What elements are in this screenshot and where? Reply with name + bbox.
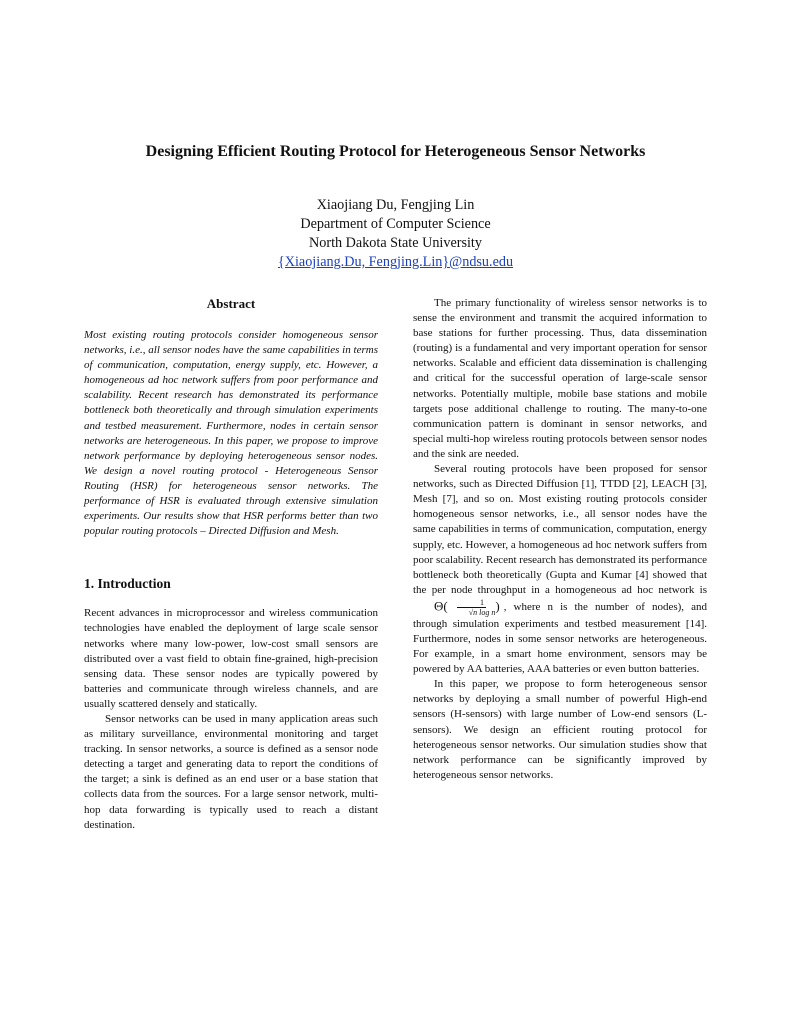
right-column xyxy=(413,296,707,783)
formula-fraction xyxy=(448,598,496,617)
left-column xyxy=(84,296,378,833)
introduction-heading: 1. Introduction xyxy=(84,576,171,592)
author-university: North Dakota State University xyxy=(309,235,482,251)
intro-paragraph-3: The primary functionality of wireless sensor networks is to sense the environment and transmit the acquired information to base stations for further processing. Thus, data dissemination (routing) is a fundamental and very important operation for sensor networks. Scalable and efficient data dissemination is challenging and critical for the successful operation of large-scale sensor networks. Potentially multiple, mobile base stations and mobile targets pose additional challenge to routing. The many-to-one communication pattern is dominant in sensor networks, and special multi-hop wireless routing protocols between sensor nodes and the sink are needed. xyxy=(413,297,707,460)
abstract-heading: Abstract xyxy=(206,296,256,311)
abstract-text: Most existing routing protocols consider homogeneous sensor networks, i.e., all sensor nodes have the same capabilities in terms of communication, computation, energy supply, etc. However, a homogeneous ad hoc network suffers from poor performance and scalability. Recent research has demonstrated its performance bottleneck both theoretically and through simulation experiments and testbed measurement. Furthermore, nodes in certain sensor networks are heterogeneous. In this paper, we propose to improve network performance by deploying heterogeneous sensor nodes. We design a novel routing protocol - Heterogeneous Sensor Routing (HSR) for heterogeneous sensor networks. The performance of HSR is evaluated through extensive simulation experiments. Our results show that HSR performs better than two popular routing protocols – Directed Diffusion and Mesh. xyxy=(84,329,378,538)
intro-paragraph-5: In this paper, we propose to form heterogeneous sensor networks by deploying a small number of powerful High-end sensors (H-sensors) with large number of Low-end sensors (L-sensors). We design an efficient routing protocol for heterogeneous sensor networks. Our simulation studies show that network performance can be significantly improved by heterogeneous sensor networks. xyxy=(413,678,707,781)
author-block xyxy=(0,196,791,272)
formula-numerator: 1 xyxy=(457,598,486,608)
author-department: Department of Computer Science xyxy=(300,216,491,232)
throughput-formula xyxy=(413,598,500,617)
author-email-link[interactable]: {Xiaojiang.Du, Fengjing.Lin}@ndsu.edu xyxy=(277,254,514,270)
intro-paragraph-2: Sensor networks can be used in many application areas such as military surveillance, environmental monitoring and target tracking. In sensor networks, a source is defined as a sensor node detecting a target and generating data to report the conditions of the target; a sink is defined as an end user or a base station that collects data from the sources. For a large sensor network, multi-hop data forwarding is typically used to reach a distant destination. xyxy=(84,712,378,831)
intro-paragraph-1: Recent advances in microprocessor and wireless communication technologies have enabled the deployment of large scale sensor networks where many low-power, low-cost small sensors are distributed over a vast field to obtain fine-grained, high-precision sensing data. These sensor nodes are typically powered by batteries and communicate through wireless channels, and are usually scattered densely and statically. xyxy=(84,607,378,710)
author-names: Xiaojiang Du, Fengjing Lin xyxy=(316,197,475,213)
formula-theta: Θ( xyxy=(434,598,448,614)
paragraph-4-text-a: Several routing protocols have been proposed for sensor networks, such as Directed Diffusion [1], TTDD [2], LEACH [3], Mesh [7], and so on. Most existing routing protocols consider homogeneous sensor networks, i.e., all sensor nodes have the same capabilities in terms of communication, computation, energy supply, etc. However, a homogeneous ad hoc network suffers from poor scalability. Recent research has demonstrated its performance bottleneck both theoretically (Gupta and Kumar [4] showed that the per node throughput in a homogeneous ad hoc network is xyxy=(413,463,707,596)
formula-denominator: √n log n xyxy=(468,607,496,617)
paper-title: Designing Efficient Routing Protocol for Heterogeneous Sensor Networks xyxy=(145,143,646,160)
paragraph-4-text-b: , where n is the number of nodes), and through simulation experiments and testbed measurement [14]. Furthermore, nodes in some sensor networks are heterogeneous. For example, in a smart home environment, sensors may be powered by AA batteries, AAA batteries or even button batteries. xyxy=(413,600,707,676)
formula-close: ) xyxy=(495,598,500,614)
intro-paragraph-4 xyxy=(413,462,707,677)
